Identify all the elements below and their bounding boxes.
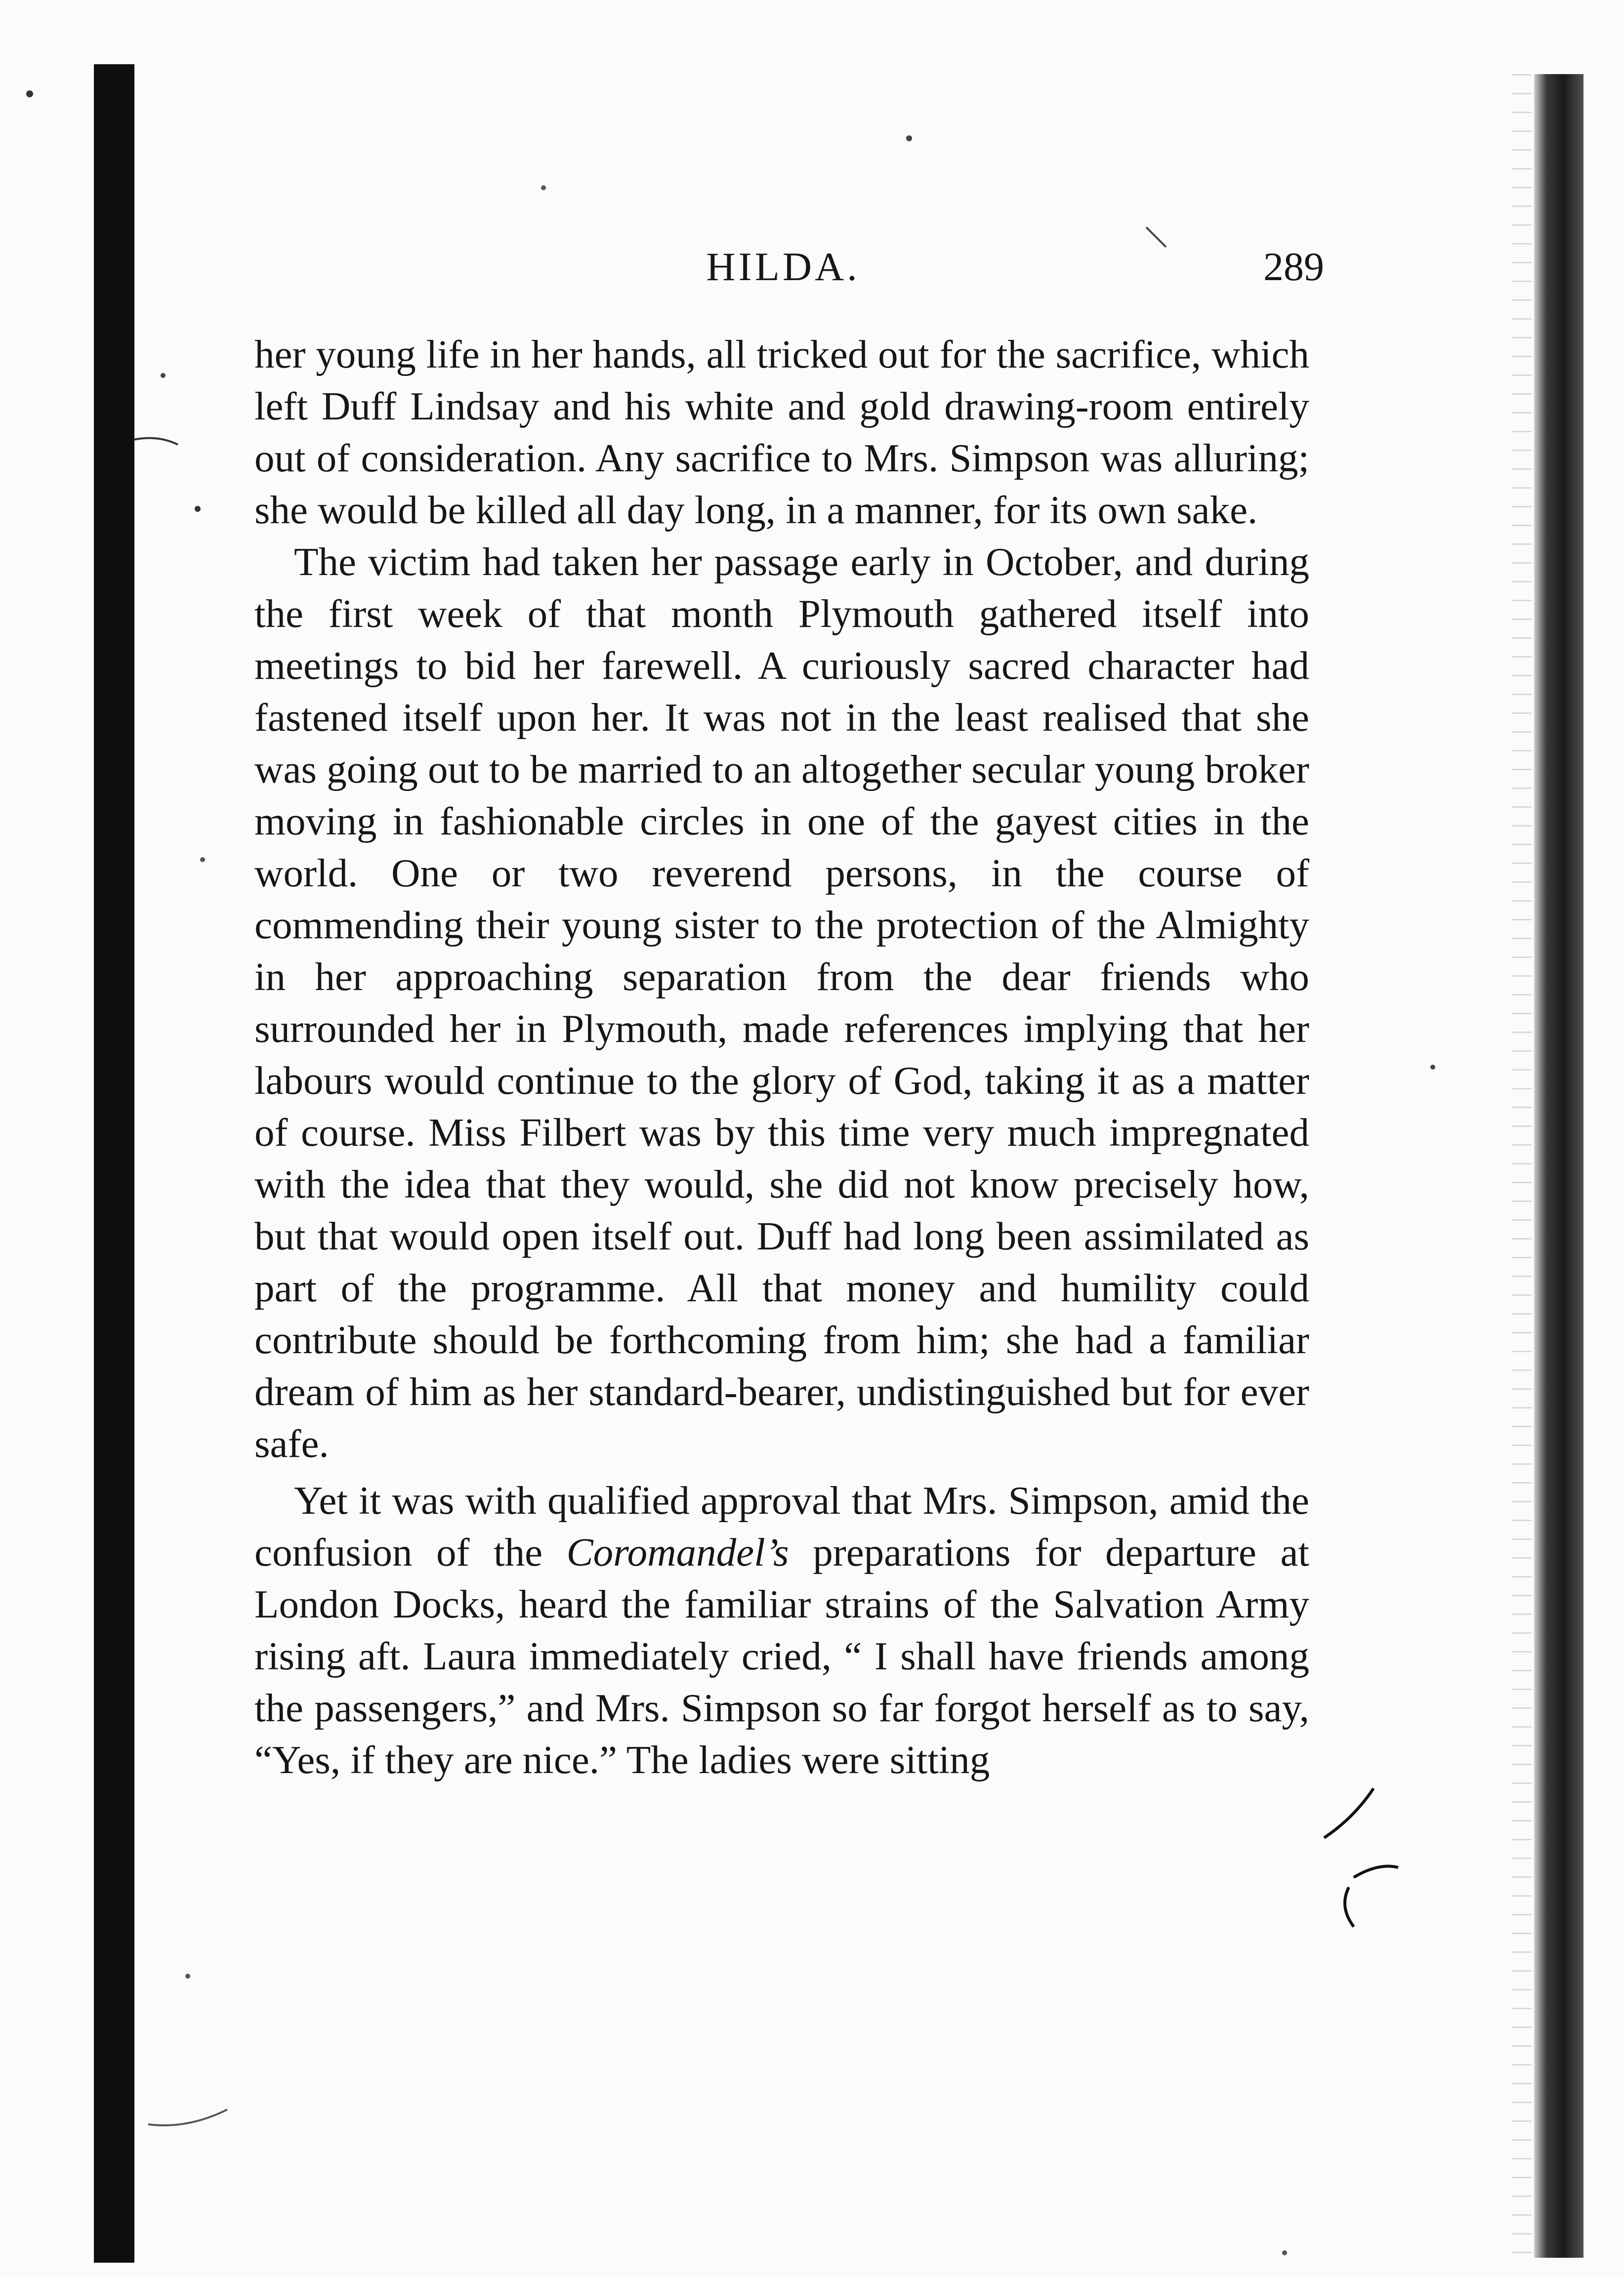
running-head: HILDA. <box>706 244 860 289</box>
paragraph-3 <box>254 1475 1309 1786</box>
page-number: 289 <box>1263 244 1324 289</box>
paragraph-3-text-b: preparations for departure at London Docks, heard the familiar strains of the Salvation Army rising aft. Laura immediately cried, “ I shall have friends among the passengers,” and Mrs. Simpson so far forgot herself as to say, “Yes, if they are nice.” The ladies were sitting <box>254 1530 1310 1782</box>
paragraph-3-text-a: Yet it was with qualified approval that Mrs. Simpson, amid the confusion of the <box>254 1478 1309 1574</box>
ship-name: Coromandel’s <box>566 1530 789 1574</box>
body-text <box>254 329 1309 1786</box>
page-header <box>257 237 1324 296</box>
paragraph-2: The victim had taken her passage early in October, and during the first week of that month Plymouth gathered itself into meetings to bid her farewell. A curiously sacred character had fastened itself upon her. It was not in the least realised that she was going out to be married to an altogether secular young broker moving in fashionable circles in one of the gayest cities in the world. One or two reverend persons, in the course of commending their young sister to the protection of the Almighty in her approaching separation from the dear friends who surrounded her in Plymouth, made references implying that her labours would continue to the glory of God, taking it as a matter of course. Miss Filbert was by this time very much impregnated with the idea that they would, she did not know precisely how, but that would open itself out. Duff had long been assimilated as part of the programme. All that money and humility could contribute should be forthcoming from him; she had a familiar dream of him as her standard-bearer, undistinguished but for ever safe. <box>254 539 1309 1466</box>
paragraph-1: her young life in her hands, all tricked out for the sacrifice, which left Duff Lindsay and his white and gold drawing-room entirely out of consideration. Any sacrifice to Mrs. Simpson was alluring; she would be killed all day long, in a manner, for its own sake. <box>254 332 1309 532</box>
